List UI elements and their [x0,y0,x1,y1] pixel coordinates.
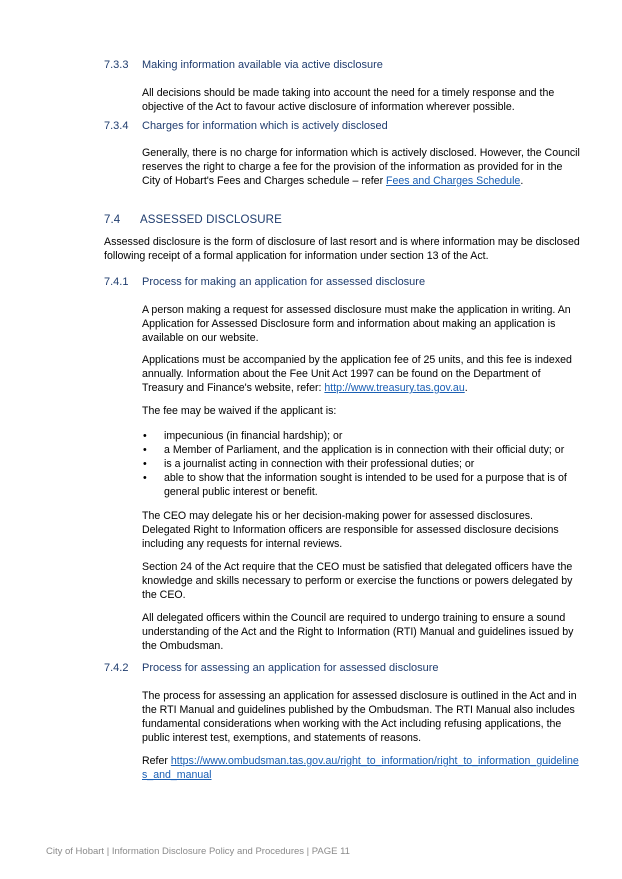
paragraph [142,146,582,188]
heading-title: Charges for information which is actively disclosed [142,120,388,132]
heading-number: 7.3.4 [104,120,129,132]
list-item [142,443,590,457]
heading-number: 7.4.1 [104,276,129,288]
paragraph-text: Applications must be accompanied by the application fee of 25 units, and this fee is indexed annually. Information about the Fee Unit Act 1997 can be found on the Department of Treasury and Finance's website, refer: [142,354,572,394]
paragraph [142,754,582,782]
heading-number: 7.4 [104,214,121,226]
list-item-text: is a journalist acting in connection with their professional duties; or [164,458,475,470]
heading-title: Process for assessing an application for assessed disclosure [142,662,439,674]
bullet-icon: • [143,430,147,442]
paragraph-text: Refer [142,755,171,767]
heading-7-4-1 [104,276,425,288]
heading-7-3-3 [104,59,383,71]
list-item [142,429,590,443]
list-item-text: impecunious (in financial hardship); or [164,430,343,442]
heading-title: Process for making an application for assessed disclosure [142,276,426,288]
bullet-icon: • [143,472,147,484]
heading-7-4-2 [104,662,439,674]
paragraph: All delegated officers within the Council are required to undergo training to ensure a sound understanding of the Act and the Right to Information (RTI) Manual and guidelines issued by the Ombudsman. [142,612,574,652]
heading-title: Making information available via active disclosure [142,59,383,71]
list-item [142,471,590,499]
paragraph-tail: . [520,175,524,187]
paragraph [142,353,582,395]
paragraph: The process for assessing an application for assessed disclosure is outlined in the Act and in the RTI Manual and guidelines published by the Ombudsman. The RTI Manual also includes fundamental considerations when working with the Act including refusing applications, the public interest test, exemptions, and statements of reasons. [142,690,577,744]
paragraph: The CEO may delegate his or her decision-making power for assessed disclosures. Delegated Right to Information officers are responsible for assessed disclosure decisions including any requests for internal reviews. [142,510,559,550]
paragraph-text: Generally, there is no charge for information which is actively disclosed. However, the Council reserves the right to charge a fee for the provision of the information as provided for in the City of Hobart's Fees and Charges schedule – refer [142,147,580,187]
fees-charges-link[interactable]: Fees and Charges Schedule [386,175,521,187]
list-item-text: able to show that the information sought is intended to be used for a purpose that is of general public interest or benefit. [164,472,567,498]
paragraph: A person making a request for assessed disclosure must make the application in writing. An Application for Assessed Disclosure form and information about making an application is available on our website. [142,304,571,344]
list-item [142,457,590,471]
heading-7-3-4 [104,120,388,132]
heading-title: ASSESSED DISCLOSURE [140,214,282,226]
paragraph: Section 24 of the Act require that the CEO must be satisfied that delegated officers have the knowledge and skills necessary to perform or exercise the functions or powers delegated by the CEO. [142,561,573,601]
list-item-text: a Member of Parliament, and the application is in connection with their official duty; or [164,444,565,456]
heading-number: 7.3.3 [104,59,129,71]
paragraph: All decisions should be made taking into account the need for a timely response and the objective of the Act to favour active disclosure of information wherever possible. [142,87,555,113]
bullet-icon: • [143,458,147,470]
paragraph: The fee may be waived if the applicant is: [142,405,337,417]
heading-7-4 [104,214,282,226]
paragraph-tail: . [464,382,468,394]
ombudsman-link[interactable]: https://www.ombudsman.tas.gov.au/right_to_information/right_to_information_guidelines_and_manual [142,755,579,781]
page-footer: City of Hobart | Information Disclosure Policy and Procedures | PAGE 11 [46,846,350,857]
paragraph: Assessed disclosure is the form of disclosure of last resort and is where information may be disclosed following receipt of a formal application for information under section 13 of the Act. [104,236,580,262]
heading-number: 7.4.2 [104,662,129,674]
bullet-icon: • [143,444,147,456]
fee-waiver-list [142,429,590,499]
treasury-link[interactable]: http://www.treasury.tas.gov.au [324,382,465,394]
